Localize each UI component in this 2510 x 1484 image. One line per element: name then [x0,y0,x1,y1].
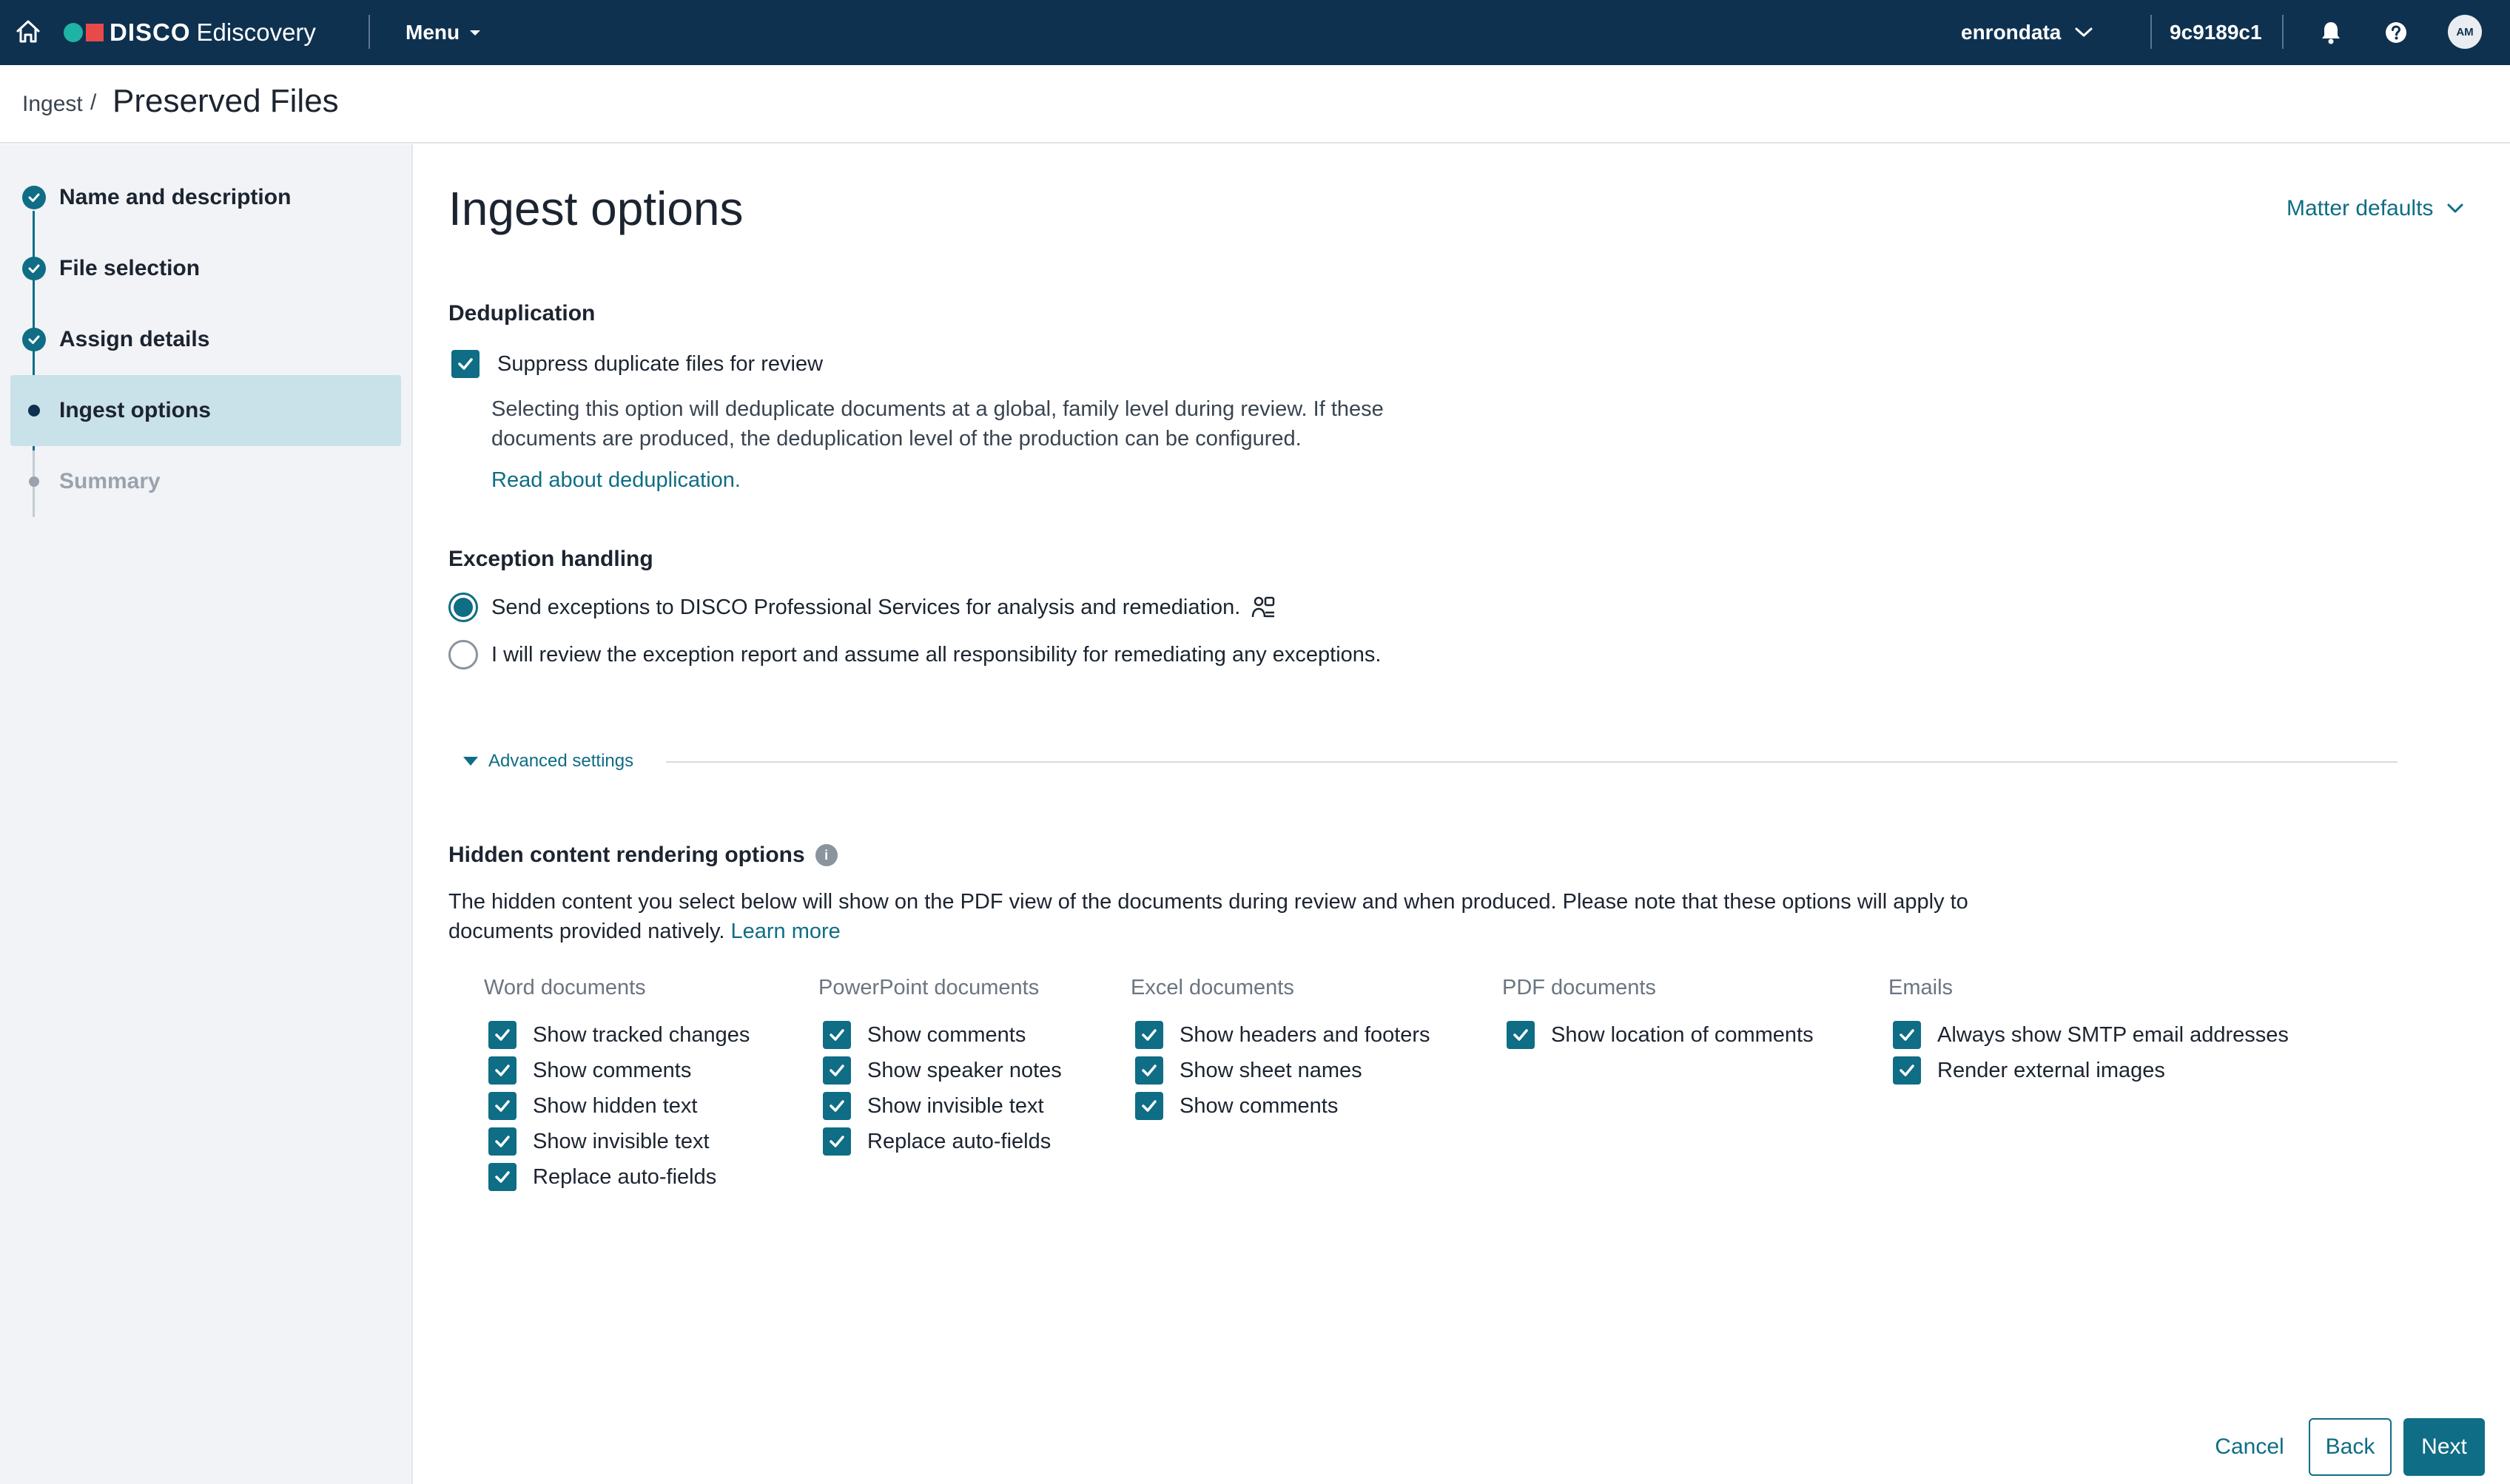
option-ppt-replace-auto-fields[interactable] [823,1124,1062,1159]
matter-defaults-label: Matter defaults [2287,196,2434,220]
page-title: Ingest options [448,182,744,235]
option-word-show-tracked-changes[interactable] [488,1017,750,1053]
step-label: Ingest options [59,398,211,422]
word-documents-heading: Word documents [484,976,646,999]
people-services-icon [1251,595,1277,620]
option-label: Show tracked changes [533,1022,750,1047]
check-circle-icon [22,257,46,280]
bell-icon [2319,20,2343,45]
help-button[interactable] [2381,18,2411,47]
checkbox-label: Suppress duplicate files for review [497,351,824,376]
learn-more-link[interactable]: Learn more [730,920,841,943]
exception-option-self-review[interactable] [448,640,1381,670]
description-line: The hidden content you select below will show on the PDF view of the documents during review and when produced. Please note that these options will apply to [448,890,1968,914]
excel-documents-heading: Excel documents [1131,976,1294,999]
option-label: Show headers and footers [1180,1022,1430,1047]
menu-label: Menu [406,21,460,44]
radio-label: I will review the exception report and assume all responsibility for remediating any exceptions. [491,642,1382,667]
step-file-selection[interactable] [10,233,401,304]
option-pdf-show-location-of-comments[interactable] [1507,1017,1814,1053]
checkbox-checked-icon[interactable] [823,1127,851,1156]
home-icon [13,16,43,47]
option-label: Replace auto-fields [867,1129,1052,1153]
check-circle-icon [22,328,46,351]
topbar-divider [2282,15,2284,49]
option-label: Render external images [1937,1058,2165,1082]
description-line: Selecting this option will deduplicate documents at a global, family level during review. If these [491,397,1384,421]
logo-dot [64,23,83,42]
excel-documents-options [1135,1017,1430,1124]
step-label: Assign details [59,327,210,351]
step-marker [22,399,46,422]
pdf-documents-heading: PDF documents [1502,976,1656,999]
suppress-duplicates-checkbox[interactable] [451,350,823,378]
option-word-show-hidden-text[interactable] [488,1088,750,1124]
caret-down-icon [470,30,480,36]
option-ppt-show-comments[interactable] [823,1017,1062,1053]
option-ppt-show-invisible-text[interactable] [823,1088,1062,1124]
option-label: Show sheet names [1180,1058,1362,1082]
logo-square [86,24,104,41]
option-email-always-show-smtp[interactable] [1893,1017,2289,1053]
user-avatar[interactable]: AM [2448,15,2482,49]
emails-heading: Emails [1888,976,1954,999]
checkbox-checked-icon[interactable] [488,1056,517,1085]
step-marker [22,186,46,209]
step-assign-details[interactable] [10,304,401,375]
topbar-divider [369,15,370,49]
matter-defaults-dropdown[interactable] [2287,196,2464,221]
checkbox-checked-icon[interactable] [1135,1056,1163,1085]
option-excel-show-sheet-names[interactable] [1135,1053,1430,1088]
option-word-replace-auto-fields[interactable] [488,1159,750,1195]
chevron-down-icon [2074,27,2093,38]
checkbox-checked-icon[interactable] [823,1056,851,1085]
step-label: Summary [59,469,161,493]
option-word-show-comments[interactable] [488,1053,750,1088]
option-label: Show location of comments [1551,1022,1814,1047]
emails-options [1893,1017,2289,1088]
checkbox-checked-icon[interactable] [823,1092,851,1120]
step-label: Name and description [59,185,292,209]
checkbox-checked-icon[interactable] [488,1163,517,1191]
divider [666,761,2398,763]
checkbox-checked-icon[interactable] [1893,1056,1921,1085]
breadcrumb-current: Preserved Files [112,83,339,119]
checkbox-checked-icon[interactable] [488,1092,517,1120]
checkbox-checked-icon[interactable] [823,1021,851,1049]
next-button[interactable]: Next [2403,1418,2485,1476]
description-line: documents are produced, the deduplication level of the production can be configured. [491,427,1302,451]
option-ppt-show-speaker-notes[interactable] [823,1053,1062,1088]
menu-button[interactable] [406,18,480,47]
matter-name: enrondata [1961,21,2062,44]
option-excel-show-headers-and-footers[interactable] [1135,1017,1430,1053]
step-summary [10,446,401,517]
step-label: File selection [59,256,201,280]
step-ingest-options[interactable] [10,375,401,446]
radio-label: Send exceptions to DISCO Professional Services for analysis and remediation. [491,595,1241,619]
option-label: Show invisible text [867,1093,1044,1118]
breadcrumb-parent-link[interactable]: Ingest [22,92,83,116]
check-circle-icon [22,186,46,209]
radio-selected-icon[interactable] [448,593,478,622]
checkbox-checked-icon[interactable] [488,1127,517,1156]
exception-handling-heading: Exception handling [448,547,653,571]
advanced-settings-toggle[interactable] [463,751,633,772]
caret-down-icon [463,757,478,766]
checkbox-checked-icon[interactable] [1507,1021,1535,1049]
option-excel-show-comments[interactable] [1135,1088,1430,1124]
option-label: Show hidden text [533,1093,698,1118]
option-label: Show speaker notes [867,1058,1062,1082]
powerpoint-documents-options [823,1017,1062,1159]
read-about-deduplication-link[interactable]: Read about deduplication. [491,468,741,492]
step-marker [22,328,46,351]
checkbox-checked-icon[interactable] [1135,1021,1163,1049]
step-marker [22,470,46,493]
option-label: Show comments [1180,1093,1339,1118]
breadcrumb-separator: / [90,90,97,115]
logo-brand-text: DISCO [110,18,191,46]
home-button[interactable] [13,16,43,47]
checkbox-checked-icon[interactable] [488,1021,517,1049]
option-email-render-external-images[interactable] [1893,1053,2289,1088]
radio-unselected-icon[interactable] [448,640,478,670]
matter-id: 9c9189c1 [2170,21,2262,44]
option-word-show-invisible-text[interactable] [488,1124,750,1159]
checkbox-checked-icon[interactable] [451,350,480,378]
deduplication-description [491,394,1384,453]
checkbox-checked-icon[interactable] [1893,1021,1921,1049]
pending-step-dot-icon [29,476,39,487]
breadcrumb [0,65,2510,144]
deduplication-heading: Deduplication [448,301,596,326]
top-navigation-bar [0,0,2510,65]
logo-product-text: Ediscovery [196,18,316,46]
wizard-steps-sidebar [0,144,413,1484]
option-label: Show comments [867,1022,1026,1047]
active-step-dot-icon [28,405,40,416]
option-label: Show invisible text [533,1129,710,1153]
cancel-button[interactable]: Cancel [2215,1434,2284,1459]
powerpoint-documents-heading: PowerPoint documents [818,976,1040,999]
disco-logo[interactable] [64,18,316,47]
hidden-content-heading [448,843,838,868]
exception-option-professional-services[interactable] [448,593,1277,622]
description-line-2 [448,917,1968,946]
word-documents-options [488,1017,750,1195]
main-content [414,144,2510,1484]
matter-selector[interactable] [1961,18,2093,47]
pdf-documents-options [1507,1017,1814,1053]
checkbox-checked-icon[interactable] [1135,1092,1163,1120]
hidden-content-description [448,887,1968,946]
advanced-settings-label: Advanced settings [488,751,634,771]
chevron-down-icon [2446,203,2464,215]
topbar-divider [2150,15,2152,49]
help-icon [2384,21,2408,44]
step-name-and-description[interactable] [10,162,401,233]
info-icon[interactable]: i [815,844,838,866]
description-text: documents provided natively. [448,920,725,943]
back-button[interactable]: Back [2309,1418,2392,1476]
hidden-content-heading-text: Hidden content rendering options [448,843,805,867]
option-label: Show comments [533,1058,692,1082]
step-marker [22,257,46,280]
notifications-button[interactable] [2316,18,2346,47]
option-label: Replace auto-fields [533,1164,717,1189]
option-label: Always show SMTP email addresses [1937,1022,2289,1047]
